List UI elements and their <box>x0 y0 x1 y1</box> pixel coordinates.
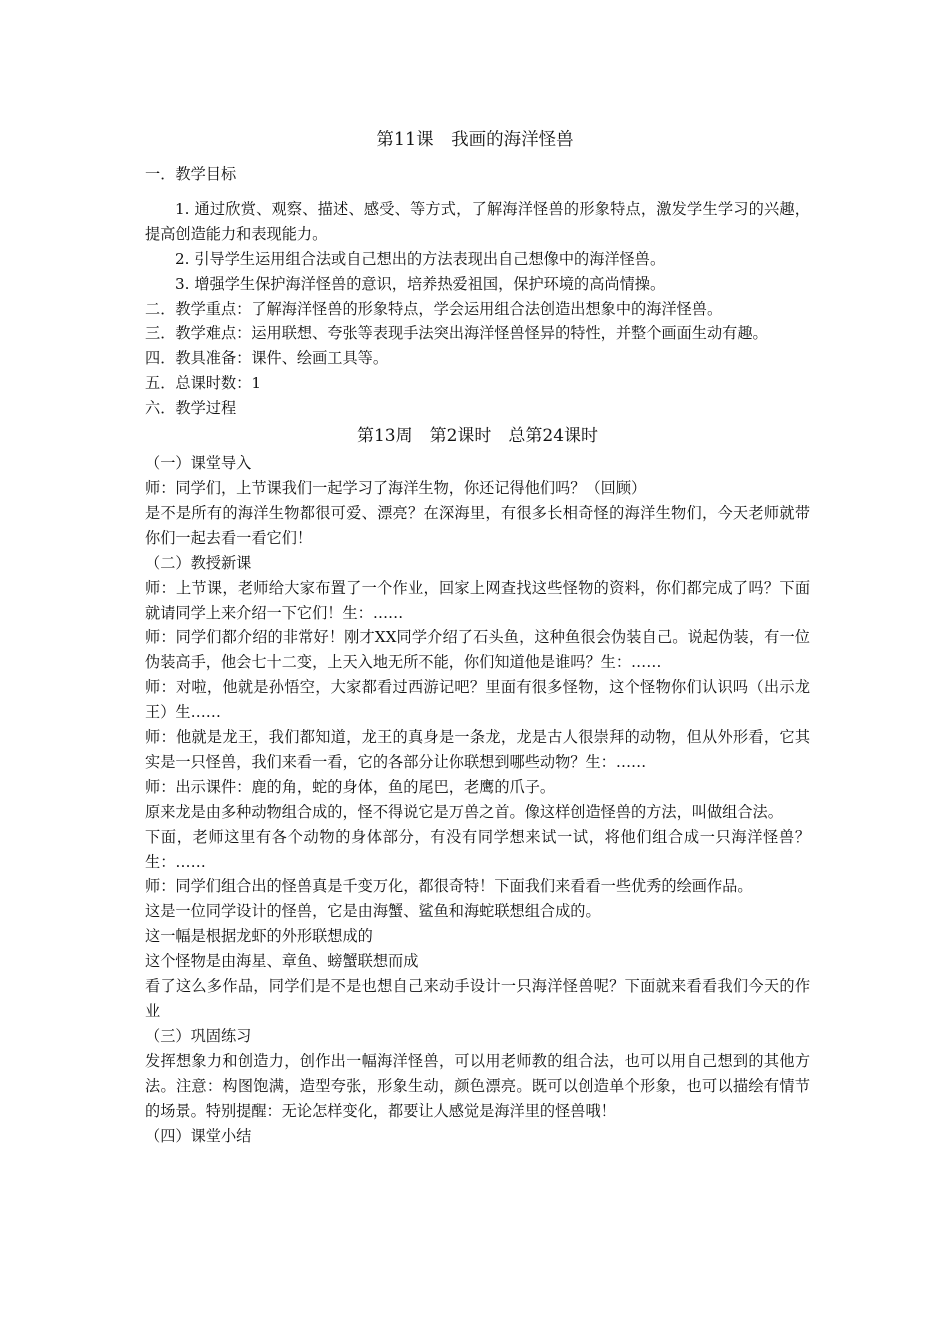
new-lesson-paragraph: 这一幅是根据龙虾的外形联想成的 <box>145 927 373 946</box>
objective-3: 3. 增强学生保护海洋怪兽的意识，培养热爱祖国，保护环境的高尚情操。 <box>175 274 666 293</box>
key-point: 二．教学重点：了解海洋怪兽的形象特点，学会运用组合法创造出想象中的海洋怪兽。 <box>145 299 723 318</box>
intro-paragraph: 师：同学们，上节课我们一起学习了海洋生物，你还记得他们吗？（回顾） <box>145 478 647 497</box>
schedule-line: 第13周 第2课时 总第24课时 <box>356 426 599 447</box>
lesson-title: 第11课 我画的海洋怪兽 <box>376 130 574 150</box>
materials: 四．教具准备：课件、绘画工具等。 <box>145 349 388 368</box>
new-lesson-paragraph: 下面，老师这里有各个动物的身体部分，有没有同学想来试一试，将他们组合成一只海洋怪兽？生：…… <box>145 827 810 871</box>
intro-paragraph: 是不是所有的海洋生物都很可爱、漂亮？在深海里，有很多长相奇怪的海洋生物们，今天老师就带你们一起去看一看它们！ <box>145 503 810 547</box>
new-lesson-paragraph: 原来龙是由多种动物组合成的，怪不得说它是万兽之首。像这样创造怪兽的方法，叫做组合法。 <box>145 802 783 821</box>
new-lesson-paragraph: 师：上节课，老师给大家布置了一个作业，回家上网查找这些怪物的资料，你们都完成了吗？下面就请同学上来介绍一下它们！生：…… <box>145 578 810 622</box>
intro-heading: （一）课堂导入 <box>145 454 252 473</box>
objective-2: 2. 引导学生运用组合法或自己想出的方法表现出自己想像中的海洋怪兽。 <box>175 249 666 268</box>
new-lesson-paragraph: 师：同学们组合出的怪兽真是千变万化，都很奇特！下面我们来看看一些优秀的绘画作品。 <box>145 877 753 896</box>
new-lesson-paragraph: 这个怪物是由海星、章鱼、螃蟹联想而成 <box>145 952 419 971</box>
new-lesson-paragraph: 师：同学们都介绍的非常好！刚才XX同学介绍了石头鱼，这种鱼很会伪装自己。说起伪装，有一位伪装高手，他会七十二变，上天入地无所不能，你们知道他是谁吗？生：…… <box>145 628 810 672</box>
new-lesson-paragraph: 看了这么多作品，同学们是不是也想自己来动手设计一只海洋怪兽呢？下面就来看看我们今天的作业 <box>145 977 810 1020</box>
practice-heading: （三）巩固练习 <box>145 1026 252 1045</box>
difficulty: 三．教学难点：运用联想、夸张等表现手法突出海洋怪兽怪异的特性，并整个画面生动有趣。 <box>145 324 768 343</box>
summary-heading: （四）课堂小结 <box>145 1126 252 1145</box>
practice-paragraph: 发挥想象力和创造力，创作出一幅海洋怪兽，可以用老师教的组合法，也可以用自己想到的其他方法。注意：构图饱满，造型夸张，形象生动，颜色漂亮。既可以创造单个形象，也可以描绘有情节的场景。特别提醒：无论怎样变化，都要让人感觉是海洋里的怪兽哦！ <box>145 1051 810 1120</box>
new-lesson-paragraph: 这是一位同学设计的怪兽，它是由海蟹、鲨鱼和海蛇联想组合成的。 <box>145 902 601 921</box>
new-lesson-paragraph: 师：对啦，他就是孙悟空，大家都看过西游记吧？里面有很多怪物，这个怪物你们认识吗（出示龙王）生…… <box>145 678 810 722</box>
new-lesson-heading: （二）教授新课 <box>145 553 252 572</box>
new-lesson-paragraph: 师：他就是龙王，我们都知道，龙王的真身是一条龙，龙是古人很崇拜的动物，但从外形看，它其实是一只怪兽，我们来看一看，它的各部分让你联想到哪些动物？生：…… <box>145 728 810 771</box>
total-hours: 五．总课时数：1 <box>145 374 261 393</box>
objectives-heading: 一．教学目标 <box>145 165 237 183</box>
document-body <box>145 162 810 1148</box>
objective-1: 1. 通过欣赏、观察、描述、感受、等方式，了解海洋怪兽的形象特点，激发学生学习的兴趣，提高创造能力和表现能力。 <box>145 199 810 243</box>
process-heading: 六．教学过程 <box>145 399 237 418</box>
new-lesson-paragraph: 师：出示课件：鹿的角，蛇的身体，鱼的尾巴，老鹰的爪子。 <box>145 777 556 796</box>
